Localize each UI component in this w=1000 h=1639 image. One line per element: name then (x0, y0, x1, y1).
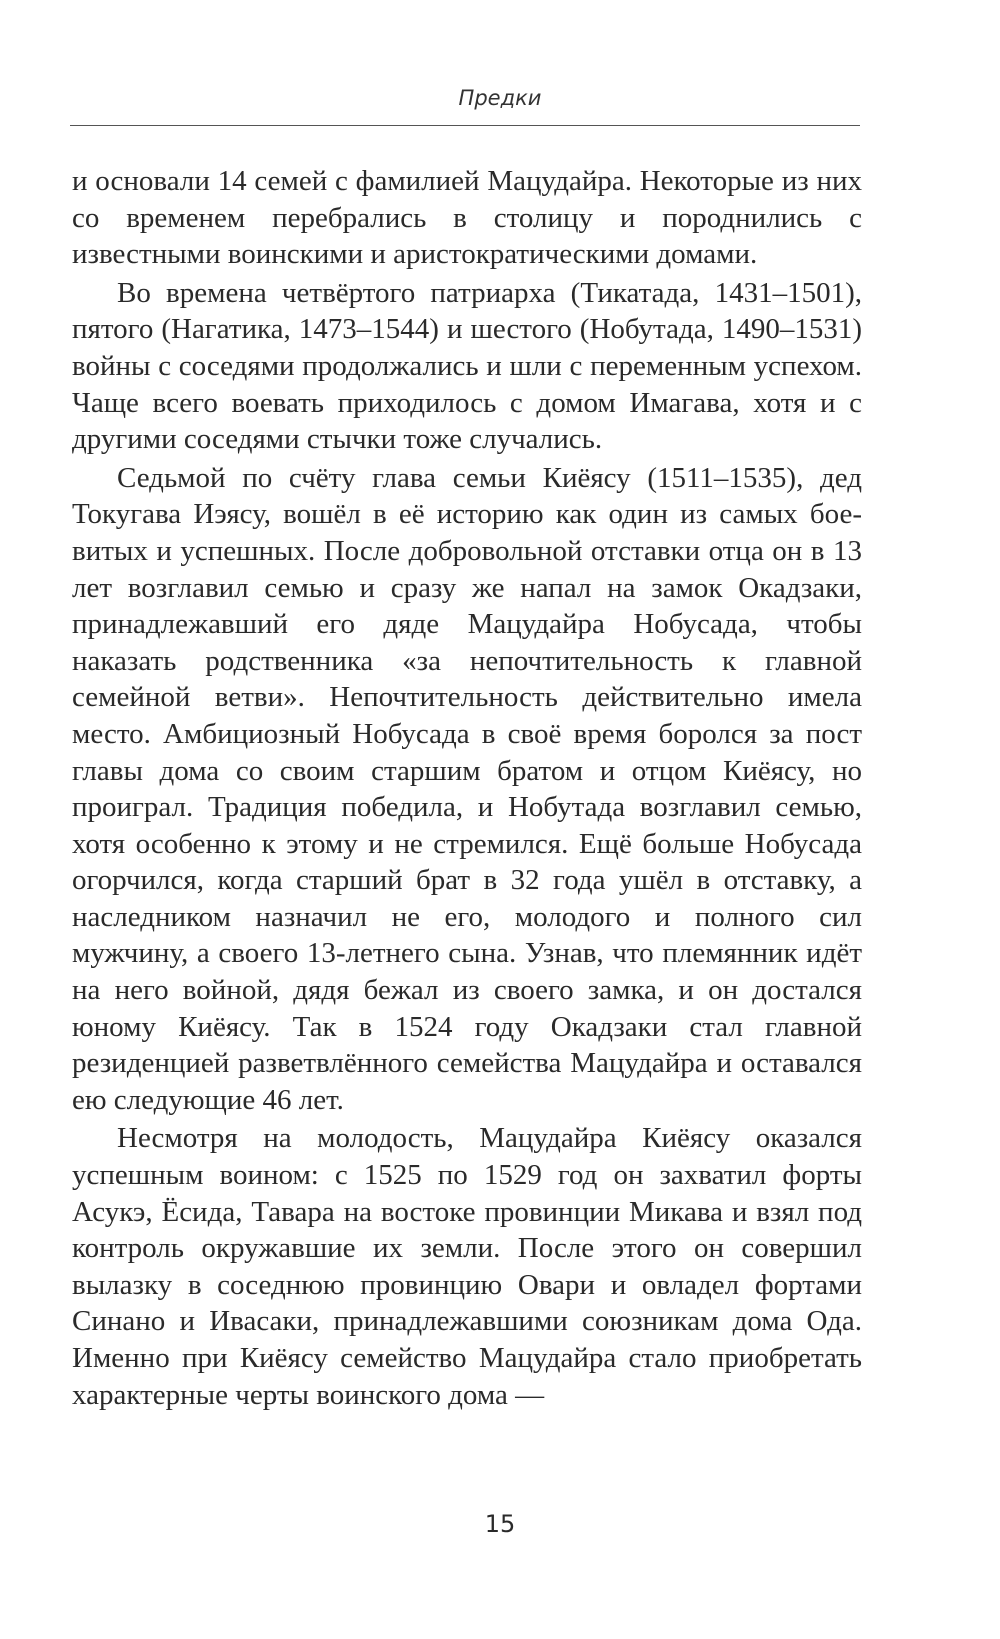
paragraph-4: Несмотря на молодость, Мацудайра Киёясу оказался успешным воином: с 1525 по 1529 год он захватил форты Асукэ, Ёсида, Тавара на востоке провинции Микава и взял под контроль окружавшие их земли. После этого он совершил вылазку в соседнюю провинцию Овари и овладел фортами Синано и Ивасаки, принадлежавшими союзникам дома Ода. Именно при Киёясу семейство Мацудайра стало приобретать характерные черты воинского дома — (72, 1122, 862, 1411)
paragraph-2: Во времена четвёртого патриарха (Тикатада, 1431–1501), пятого (Нагатика, 1473–1544) и шестого (Нобутада, 1490–1531) войны с соседями продолжались и шли с переменным успехом. Чаще всего воевать приходилось с домом Имагава, хотя и с другими соседями стычки тоже случались. (72, 276, 862, 456)
paragraph-1: и основали 14 семей с фамилией Мацудайра. Некоторые из них со временем перебрались в столицу и породнились с известными воинскими и аристократическими домами. (72, 165, 862, 271)
running-head-title: Предки (458, 86, 542, 110)
header-rule (70, 125, 860, 126)
paragraph-3: Седьмой по счёту глава семьи Киёясу (1511–1535), дед Токугава Иэясу, вошёл в её историю как один из самых боевитых и успешных. После добровольной отставки отца он в 13 лет возглавил семью и сразу же напал на замок Окадзаки, принадлежавший его дяде Мацудайра Нобусада, чтобы наказать родственника «за непочтительность к главной семейной ветви». Непочтительность действительно имела место. Амбициозный Нобусада в своё время боролся за пост главы дома со своим старшим братом и отцом Киёясу, но проиграл. Традиция победила, и Нобутада возглавил семью, хотя особенно к этому и не стремился. Ещё больше Нобусада огорчился, когда старший брат в 32 года ушёл в отставку, а наследником назначил не его, молодого и полного сил мужчину, а своего 13-летнего сына. Узнав, что племянник идёт на него войной, дядя бежал из своего замка, и он достался юному Киёясу. Так в 1524 году Окадзаки стал главной резиденцией разветвлённого семейства Мацудайра и оставался ею следующие 46 лет. (72, 461, 862, 1116)
page-body-text (72, 163, 862, 1413)
page-number: 15 (484, 1510, 516, 1538)
